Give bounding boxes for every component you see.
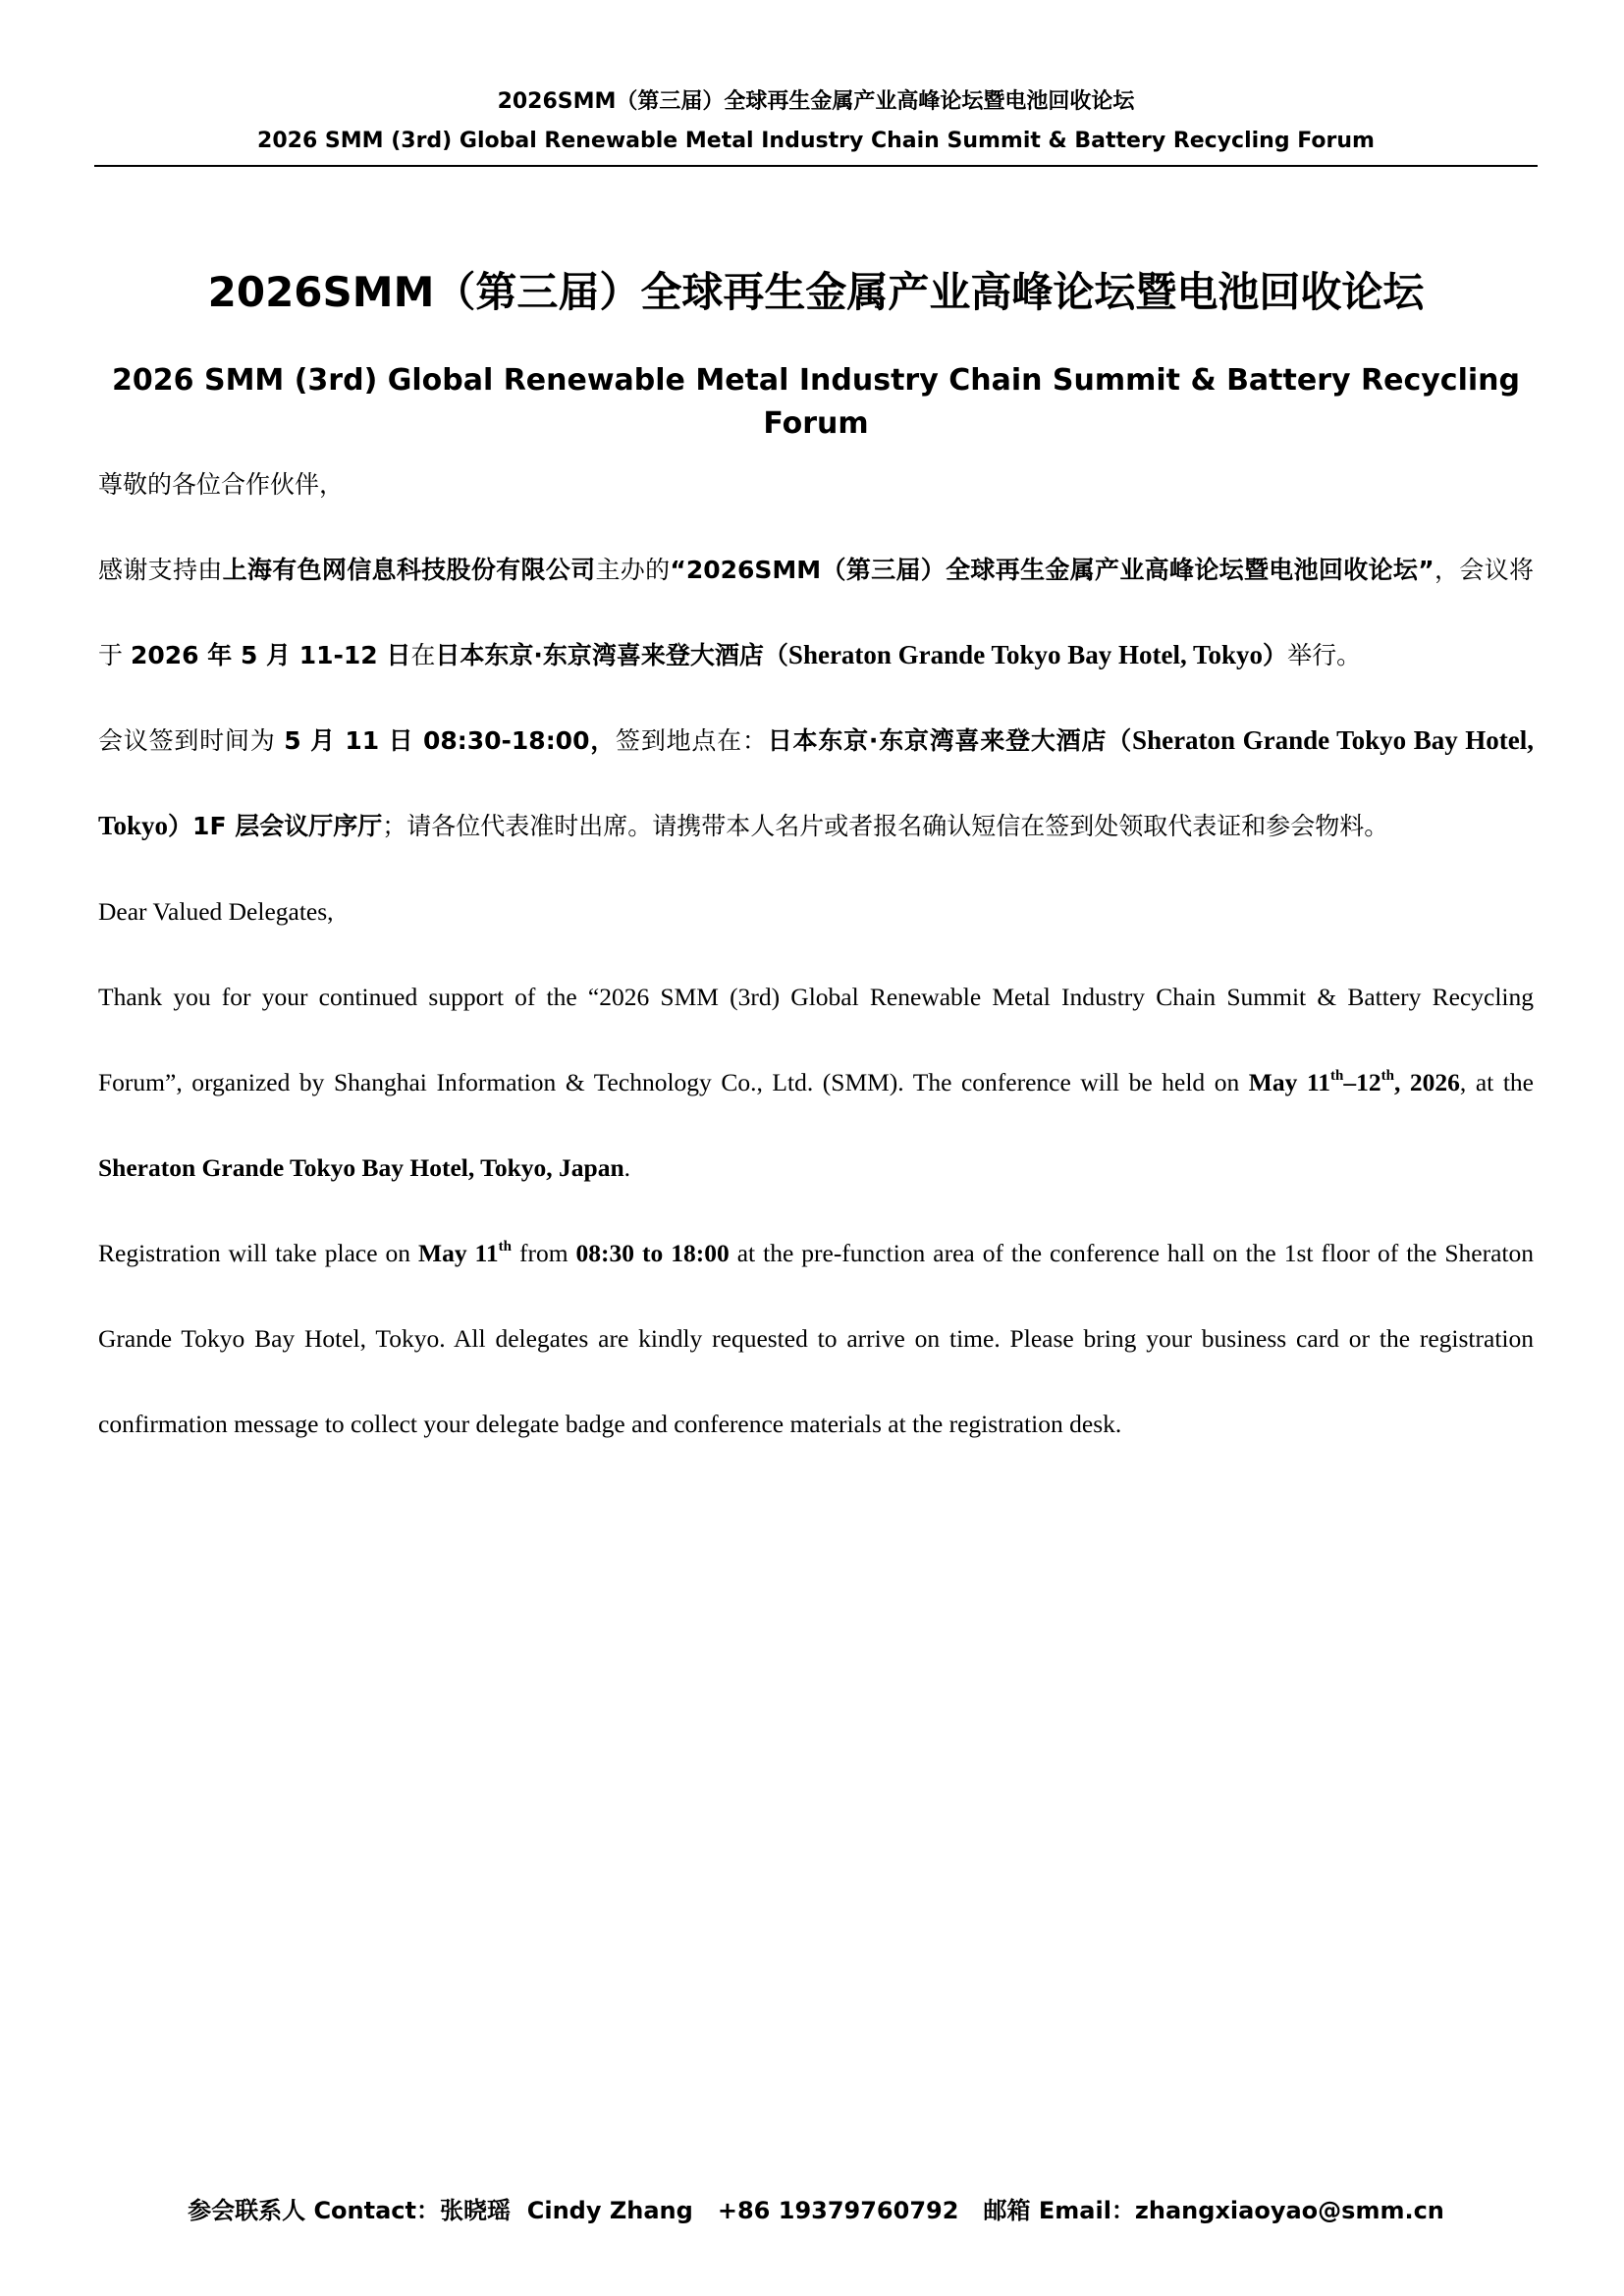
paragraph-cn-2 bbox=[98, 698, 1534, 869]
organizer-name: 上海有色网信息科技股份有限公司 bbox=[222, 556, 596, 584]
contact-label: 参会联系人 Contact： bbox=[188, 2197, 441, 2224]
date-part: May 11 bbox=[418, 1239, 499, 1267]
text: , at the bbox=[1459, 1068, 1534, 1096]
header-divider bbox=[94, 165, 1538, 167]
date-part: –12 bbox=[1343, 1068, 1381, 1096]
text: 感谢支持由 bbox=[98, 556, 223, 584]
email-label: 邮箱 Email： bbox=[983, 2197, 1135, 2224]
text: ；请各位代表准时出席。请携带本人名片或者报名确认短信在签到处领取代表证和参会物料。 bbox=[382, 812, 1389, 840]
venue-en-inline: Sheraton Grande Tokyo Bay Hotel, Tokyo bbox=[787, 640, 1264, 669]
contact-name-en: Cindy Zhang bbox=[526, 2197, 693, 2224]
document-title-en: 2026 SMM (3rd) Global Renewable Metal Industry Chain Summit & Battery Recycling Forum bbox=[112, 363, 1520, 441]
ordinal-suffix: th bbox=[498, 1238, 512, 1255]
registration-place-en-inline: Sheraton Grande Tokyo Bay Hotel, Tokyo bbox=[98, 725, 1534, 840]
paragraph-en-2 bbox=[98, 1210, 1534, 1467]
header-title-cn: 2026SMM（第三届）全球再生金属产业高峰论坛暨电池回收论坛 bbox=[497, 89, 1135, 114]
text: 签到地点在： bbox=[616, 726, 768, 755]
registration-time-en: 08:30 to 18:00 bbox=[575, 1239, 730, 1267]
registration-date-en bbox=[418, 1239, 512, 1267]
salutation-cn bbox=[98, 442, 1534, 527]
text: 在 bbox=[410, 641, 436, 669]
date-part: May 11 bbox=[1248, 1068, 1331, 1096]
salutation-cn-text: 尊敬的各位合作伙伴， bbox=[98, 470, 345, 499]
text: from bbox=[512, 1239, 576, 1267]
contact-email: zhangxiaoyao@smm.cn bbox=[1134, 2197, 1444, 2224]
salutation-en bbox=[98, 869, 1534, 954]
letter-body bbox=[98, 442, 1534, 1467]
text: 会议签到时间为 bbox=[98, 726, 285, 755]
text: ，会议将于 bbox=[98, 556, 1534, 669]
venue-close: ） bbox=[1263, 641, 1288, 669]
salutation-en-text: Dear Valued Delegates, bbox=[98, 897, 334, 926]
ordinal-suffix: th bbox=[1330, 1067, 1344, 1084]
registration-place-floor: ）1F 层会议厅序厅 bbox=[168, 812, 383, 840]
event-name-cn: “2026SMM（第三届）全球再生金属产业高峰论坛暨电池回收论坛” bbox=[670, 556, 1435, 584]
venue-en: Sheraton Grande Tokyo Bay Hotel, Tokyo, Japan bbox=[98, 1153, 624, 1182]
text: Registration will take place on bbox=[98, 1239, 418, 1267]
paragraph-cn-1 bbox=[98, 527, 1534, 698]
venue-cn: 日本东京·东京湾喜来登大酒店（ bbox=[435, 641, 788, 669]
registration-time-cn: 5 月 11 日 08:30-18:00， bbox=[284, 726, 617, 755]
text: 举行。 bbox=[1287, 641, 1362, 669]
event-date-en bbox=[1249, 1068, 1460, 1096]
event-date-cn: 2026 年 5 月 11-12 日 bbox=[130, 641, 411, 669]
page-header bbox=[94, 82, 1538, 161]
text: Thank you for your continued support of the “2026 SMM (3rd) Global Renewable Metal Industry Chain Summit & Battery Recycling Forum”, organized by Shanghai Information & Technology Co., Ltd. (SMM). The conference will be held on bbox=[98, 983, 1534, 1096]
contact-name-cn: 张晓瑶 bbox=[440, 2197, 512, 2224]
header-title-en: 2026 SMM (3rd) Global Renewable Metal Industry Chain Summit & Battery Recycling Forum bbox=[257, 129, 1375, 153]
text: . bbox=[623, 1153, 631, 1182]
registration-place-cn: 日本东京·东京湾喜来登大酒店（ bbox=[767, 726, 1133, 755]
date-part: , 2026 bbox=[1393, 1068, 1460, 1096]
text: at the pre-function area of the conference hall on the 1st floor of the Sheraton Grande Tokyo Bay Hotel, Tokyo. All delegates are kindly requested to arrive on time. Please bring your business card or the registration confirmation message to collect your delegate badge and conference materials at the registration desk. bbox=[98, 1239, 1535, 1438]
footer-contact bbox=[94, 2191, 1538, 2230]
paragraph-en-1 bbox=[98, 954, 1534, 1210]
ordinal-suffix: th bbox=[1380, 1067, 1394, 1084]
text: 主办的 bbox=[595, 556, 671, 584]
document-title-cn: 2026SMM（第三届）全球再生金属产业高峰论坛暨电池回收论坛 bbox=[207, 268, 1425, 316]
contact-phone: +86 19379760792 bbox=[717, 2197, 959, 2224]
